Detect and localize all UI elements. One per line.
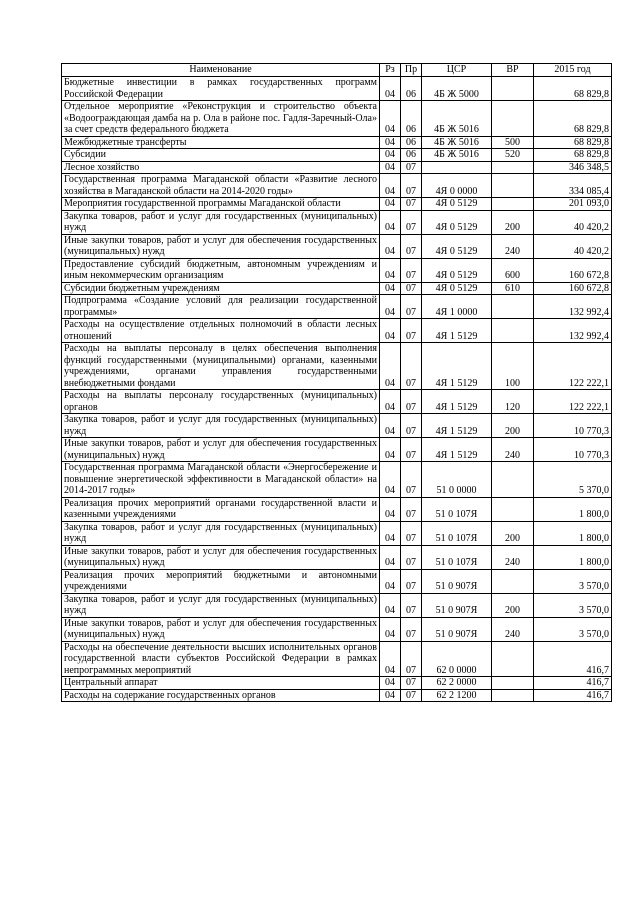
vr-cell: 100 [492,343,534,390]
pr-cell: 07 [401,497,422,521]
rz-cell: 04 [380,521,401,545]
amount-cell: 201 093,0 [534,198,612,211]
csr-cell: 4Я 1 5129 [422,414,492,438]
pr-cell: 06 [401,136,422,149]
vr-cell [492,174,534,198]
vr-cell [492,295,534,319]
table-row [62,258,612,282]
name-cell: Иные закупки товаров, работ и услуг для обеспечения государственных (муниципальных) нужд [62,438,380,462]
rz-cell: 04 [380,282,401,295]
pr-cell: 07 [401,390,422,414]
name-cell: Государственная программа Магаданской области «Энергосбережение и повышение энергетической эффективности в Магаданской области» на 2014-2017 годы» [62,462,380,498]
table-row [62,521,612,545]
amount-cell: 40 420,2 [534,234,612,258]
table-row [62,414,612,438]
amount-cell: 334 085,4 [534,174,612,198]
rz-cell: 04 [380,319,401,343]
vr-cell: 200 [492,210,534,234]
table-row [62,677,612,690]
name-cell: Центральный аппарат [62,677,380,690]
amount-cell: 416,7 [534,641,612,677]
pr-cell: 07 [401,677,422,690]
csr-cell: 51 0 0000 [422,462,492,498]
rz-cell: 04 [380,497,401,521]
vr-cell: 610 [492,282,534,295]
header-name: Наименование [62,64,380,77]
rz-cell: 04 [380,77,401,101]
vr-cell [492,497,534,521]
rz-cell: 04 [380,136,401,149]
header-pr: Пр [401,64,422,77]
table-row [62,174,612,198]
pr-cell: 07 [401,319,422,343]
amount-cell: 160 672,8 [534,258,612,282]
csr-cell: 4Я 0 5129 [422,258,492,282]
rz-cell: 04 [380,569,401,593]
amount-cell: 40 420,2 [534,210,612,234]
csr-cell: 4Я 0 5129 [422,234,492,258]
pr-cell: 07 [401,462,422,498]
table-row [62,295,612,319]
table-row [62,593,612,617]
csr-cell: 51 0 107Я [422,521,492,545]
vr-cell [492,319,534,343]
name-cell: Отдельное мероприятие «Реконструкция и строительство объекта «Водоограждающая дамба на р. Ола в районе пос. Гадля-Заречный-Ола» за счет средств федерального бюджета [62,101,380,137]
table-row [62,210,612,234]
vr-cell [492,462,534,498]
table-row [62,462,612,498]
amount-cell: 3 570,0 [534,569,612,593]
amount-cell: 416,7 [534,677,612,690]
csr-cell: 4Я 1 5129 [422,319,492,343]
table-row [62,569,612,593]
csr-cell: 62 2 1200 [422,689,492,702]
header-rz: Рз [380,64,401,77]
pr-cell: 06 [401,149,422,162]
name-cell: Субсидии бюджетным учреждениям [62,282,380,295]
header-vr: ВР [492,64,534,77]
name-cell: Субсидии [62,149,380,162]
pr-cell: 07 [401,198,422,211]
csr-cell: 4Я 1 5129 [422,390,492,414]
csr-cell: 62 0 0000 [422,641,492,677]
rz-cell: 04 [380,390,401,414]
table-row [62,617,612,641]
amount-cell: 68 829,8 [534,149,612,162]
rz-cell: 04 [380,545,401,569]
csr-cell: 4Б Ж 5016 [422,136,492,149]
name-cell: Расходы на содержание государственных органов [62,689,380,702]
csr-cell: 51 0 907Я [422,569,492,593]
csr-cell: 4Я 1 0000 [422,295,492,319]
vr-cell: 120 [492,390,534,414]
amount-cell: 10 770,3 [534,438,612,462]
rz-cell: 04 [380,258,401,282]
amount-cell: 68 829,8 [534,101,612,137]
vr-cell [492,641,534,677]
name-cell: Межбюджетные трансферты [62,136,380,149]
amount-cell: 1 800,0 [534,521,612,545]
table-row [62,497,612,521]
csr-cell: 4Б Ж 5000 [422,77,492,101]
pr-cell: 07 [401,689,422,702]
vr-cell [492,77,534,101]
vr-cell: 240 [492,234,534,258]
vr-cell [492,569,534,593]
table-row [62,234,612,258]
rz-cell: 04 [380,343,401,390]
name-cell: Мероприятия государственной программы Магаданской области [62,198,380,211]
pr-cell: 07 [401,641,422,677]
amount-cell: 10 770,3 [534,414,612,438]
pr-cell: 07 [401,282,422,295]
table-row [62,136,612,149]
csr-cell: 51 0 107Я [422,497,492,521]
budget-table [61,63,612,702]
name-cell: Расходы на обеспечение деятельности высших исполнительных органов государственной власти субъектов Российской Федерации в рамках непрограммных мероприятий [62,641,380,677]
header-year: 2015 год [534,64,612,77]
vr-cell: 200 [492,414,534,438]
amount-cell: 3 570,0 [534,593,612,617]
rz-cell: 04 [380,210,401,234]
name-cell: Бюджетные инвестиции в рамках государственных программ Российской Федерации [62,77,380,101]
csr-cell: 4Я 0 0000 [422,174,492,198]
rz-cell: 04 [380,641,401,677]
amount-cell: 122 222,1 [534,390,612,414]
rz-cell: 04 [380,101,401,137]
csr-cell: 4Б Ж 5016 [422,101,492,137]
amount-cell: 1 800,0 [534,497,612,521]
table-row [62,101,612,137]
pr-cell: 07 [401,414,422,438]
name-cell: Закупка товаров, работ и услуг для государственных (муниципальных) нужд [62,593,380,617]
name-cell: Предоставление субсидий бюджетным, автономным учреждениям и иным некоммерческим организациям [62,258,380,282]
rz-cell: 04 [380,414,401,438]
amount-cell: 122 222,1 [534,343,612,390]
csr-cell [422,161,492,174]
table-row [62,689,612,702]
amount-cell: 416,7 [534,689,612,702]
csr-cell: 4Я 0 5129 [422,282,492,295]
rz-cell: 04 [380,174,401,198]
name-cell: Расходы на выплаты персоналу в целях обеспечения выполнения функций государственными (муниципальными) органами, казенными учреждениями, органами управления государственными внебюджетными фондами [62,343,380,390]
table-row [62,545,612,569]
vr-cell: 240 [492,617,534,641]
pr-cell: 07 [401,343,422,390]
vr-cell: 240 [492,545,534,569]
name-cell: Закупка товаров, работ и услуг для государственных (муниципальных) нужд [62,210,380,234]
pr-cell: 07 [401,438,422,462]
rz-cell: 04 [380,462,401,498]
pr-cell: 07 [401,258,422,282]
table-row [62,198,612,211]
name-cell: Подпрограмма «Создание условий для реализации государственной программы» [62,295,380,319]
amount-cell: 160 672,8 [534,282,612,295]
vr-cell: 200 [492,593,534,617]
table-row [62,641,612,677]
rz-cell: 04 [380,234,401,258]
vr-cell [492,689,534,702]
vr-cell [492,677,534,690]
amount-cell: 68 829,8 [534,136,612,149]
name-cell: Лесное хозяйство [62,161,380,174]
rz-cell: 04 [380,593,401,617]
table-row [62,77,612,101]
vr-cell: 600 [492,258,534,282]
table-row [62,438,612,462]
vr-cell [492,161,534,174]
pr-cell: 07 [401,295,422,319]
csr-cell: 4Я 0 5129 [422,210,492,234]
pr-cell: 07 [401,234,422,258]
csr-cell: 4Я 0 5129 [422,198,492,211]
table-row [62,390,612,414]
table-row [62,319,612,343]
name-cell: Иные закупки товаров, работ и услуг для обеспечения государственных (муниципальных) нужд [62,545,380,569]
pr-cell: 06 [401,77,422,101]
rz-cell: 04 [380,149,401,162]
rz-cell: 04 [380,161,401,174]
rz-cell: 04 [380,689,401,702]
table-row [62,161,612,174]
csr-cell: 51 0 907Я [422,593,492,617]
rz-cell: 04 [380,198,401,211]
vr-cell: 500 [492,136,534,149]
rz-cell: 04 [380,677,401,690]
amount-cell: 132 992,4 [534,295,612,319]
pr-cell: 07 [401,174,422,198]
table-row [62,282,612,295]
name-cell: Иные закупки товаров, работ и услуг для обеспечения государственных (муниципальных) нужд [62,617,380,641]
name-cell: Расходы на осуществление отдельных полномочий в области лесных отношений [62,319,380,343]
name-cell: Иные закупки товаров, работ и услуг для обеспечения государственных (муниципальных) нужд [62,234,380,258]
amount-cell: 346 348,5 [534,161,612,174]
pr-cell: 07 [401,617,422,641]
name-cell: Реализация прочих мероприятий органами государственной власти и казенными учреждениями [62,497,380,521]
table-row [62,149,612,162]
table-header-row [62,64,612,77]
amount-cell: 5 370,0 [534,462,612,498]
pr-cell: 07 [401,545,422,569]
pr-cell: 07 [401,569,422,593]
vr-cell [492,101,534,137]
amount-cell: 3 570,0 [534,617,612,641]
vr-cell: 240 [492,438,534,462]
amount-cell: 132 992,4 [534,319,612,343]
csr-cell: 51 0 907Я [422,617,492,641]
rz-cell: 04 [380,295,401,319]
table-row [62,343,612,390]
csr-cell: 4Б Ж 5016 [422,149,492,162]
pr-cell: 07 [401,521,422,545]
rz-cell: 04 [380,438,401,462]
pr-cell: 07 [401,593,422,617]
name-cell: Закупка товаров, работ и услуг для государственных (муниципальных) нужд [62,414,380,438]
name-cell: Реализация прочих мероприятий бюджетными и автономными учреждениями [62,569,380,593]
csr-cell: 62 2 0000 [422,677,492,690]
name-cell: Закупка товаров, работ и услуг для государственных (муниципальных) нужд [62,521,380,545]
csr-cell: 51 0 107Я [422,545,492,569]
csr-cell: 4Я 1 5129 [422,438,492,462]
amount-cell: 68 829,8 [534,77,612,101]
amount-cell: 1 800,0 [534,545,612,569]
name-cell: Государственная программа Магаданской области «Развитие лесного хозяйства в Магаданской области на 2014-2020 годы» [62,174,380,198]
vr-cell: 520 [492,149,534,162]
csr-cell: 4Я 1 5129 [422,343,492,390]
name-cell: Расходы на выплаты персоналу государственных (муниципальных) органов [62,390,380,414]
vr-cell [492,198,534,211]
header-csr: ЦСР [422,64,492,77]
pr-cell: 07 [401,210,422,234]
rz-cell: 04 [380,617,401,641]
pr-cell: 07 [401,161,422,174]
vr-cell: 200 [492,521,534,545]
pr-cell: 06 [401,101,422,137]
